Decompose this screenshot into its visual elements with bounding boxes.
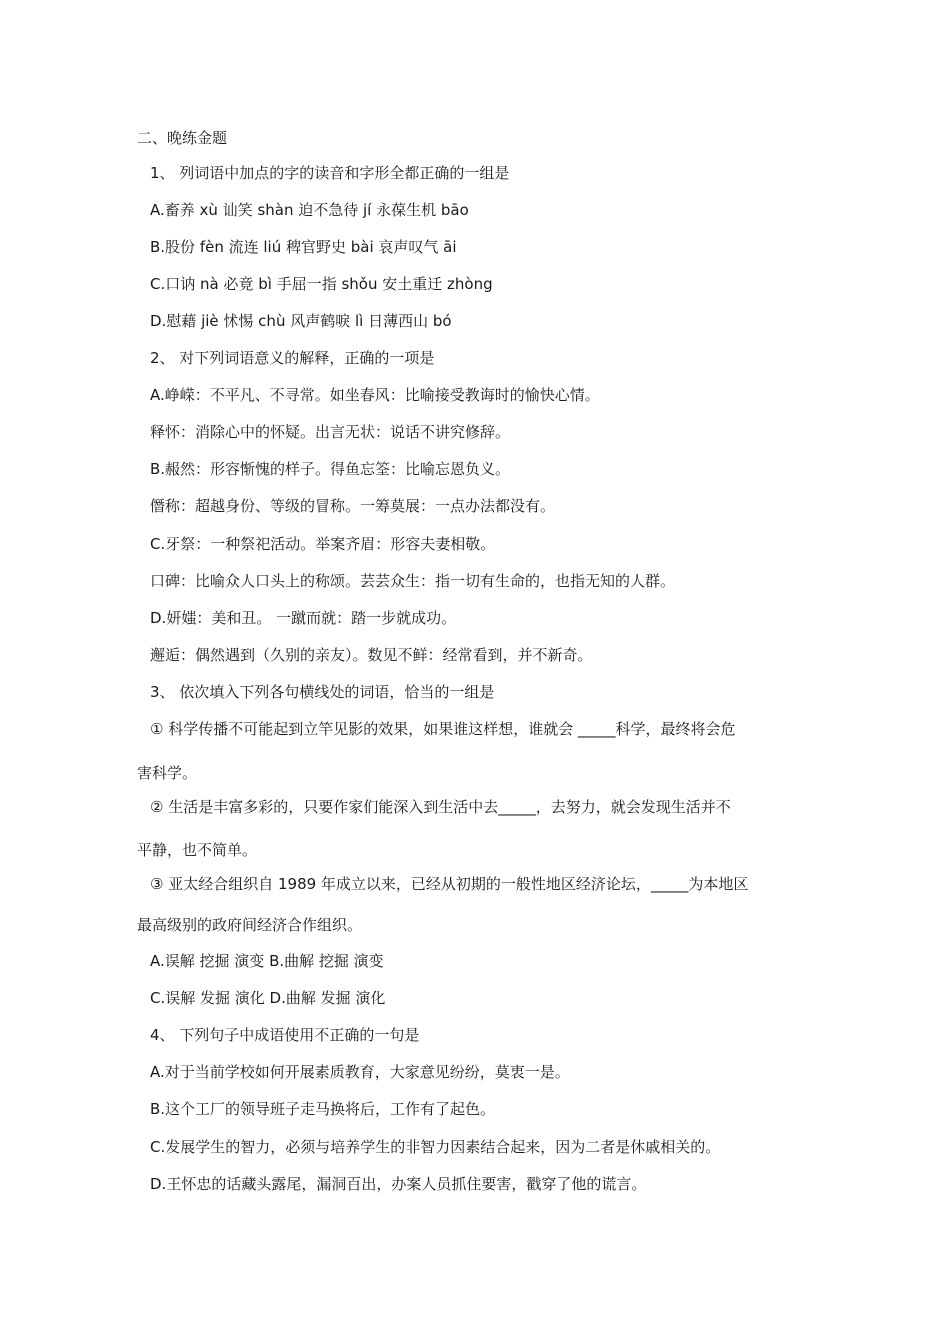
question-2-line: 邂逅：偶然遇到（久别的亲友）。数见不鲜：经常看到，并不新奇。: [150, 646, 593, 664]
question-3-options-ab: A.误解 挖掘 演变 B.曲解 挖掘 演变: [150, 952, 384, 970]
question-2-stem: 2、 对下列词语意义的解释，正确的一项是: [150, 349, 435, 367]
question-2-line: 释怀：消除心中的怀疑。出言无状：说话不讲究修辞。: [150, 423, 511, 441]
question-3-options-cd: C.误解 发掘 演化 D.曲解 发掘 演化: [150, 989, 386, 1007]
question-3-sentence-1-cont: 害科学。: [137, 764, 198, 782]
question-3-stem: 3、 依次填入下列各句横线处的词语，恰当的一组是: [150, 683, 495, 701]
question-3-sentence-2-cont: 平静，也不简单。: [137, 841, 258, 859]
question-3-sentence-1: ① 科学传播不可能起到立竿见影的效果，如果谁这样想，谁就会 _____科学，最终将会危: [150, 720, 736, 738]
question-1-option-d: D.慰藉 jiè 怵惕 chù 风声鹤唳 lì 日薄西山 bó: [150, 312, 452, 330]
question-3-sentence-3-cont: 最高级别的政府间经济合作组织。: [137, 916, 363, 934]
question-4-option-d: D.王怀忠的话藏头露尾，漏洞百出，办案人员抓住要害，戳穿了他的谎言。: [150, 1175, 647, 1193]
question-2-line: A.峥嵘：不平凡、不寻常。如坐春风：比喻接受教诲时的愉快心情。: [150, 386, 600, 404]
question-2-line: 口碑：比喻众人口头上的称颂。芸芸众生：指一切有生命的，也指无知的人群。: [150, 572, 676, 590]
question-1-option-b: B.股份 fèn 流连 liú 稗官野史 bài 哀声叹气 āi: [150, 238, 457, 256]
question-2-line: B.赧然：形容惭愧的样子。得鱼忘筌：比喻忘恩负义。: [150, 460, 511, 478]
question-2-line: C.牙祭：一种祭祀活动。举案齐眉：形容夫妻相敬。: [150, 535, 496, 553]
question-4-stem: 4、 下列句子中成语使用不正确的一句是: [150, 1026, 420, 1044]
question-4-option-c: C.发展学生的智力，必须与培养学生的非智力因素结合起来，因为二者是休戚相关的。: [150, 1138, 721, 1156]
question-1-option-c: C.口讷 nà 必竟 bì 手屈一指 shǒu 安土重迁 zhòng: [150, 275, 493, 293]
question-3-sentence-2: ② 生活是丰富多彩的，只要作家们能深入到生活中去_____，去努力，就会发现生活并不: [150, 798, 731, 816]
question-2-line: 僭称：超越身份、等级的冒称。一筹莫展：一点办法都没有。: [150, 497, 556, 515]
question-1-option-a: A.畜养 xù 讪笑 shàn 迫不急待 jí 永葆生机 bāo: [150, 201, 469, 219]
question-3-sentence-3: ③ 亚太经合组织自 1989 年成立以来，已经从初期的一般性地区经济论坛，_____为本地区: [150, 875, 749, 893]
question-4-option-b: B.这个工厂的领导班子走马换将后，工作有了起色。: [150, 1100, 496, 1118]
section-title: 二、晚练金题: [137, 129, 228, 147]
question-2-line: D.妍媸：美和丑。 一蹴而就：踏一步就成功。: [150, 609, 457, 627]
question-4-option-a: A.对于当前学校如何开展素质教育，大家意见纷纷，莫衷一是。: [150, 1063, 570, 1081]
question-1-stem: 1、 列词语中加点的字的读音和字形全都正确的一组是: [150, 164, 510, 182]
